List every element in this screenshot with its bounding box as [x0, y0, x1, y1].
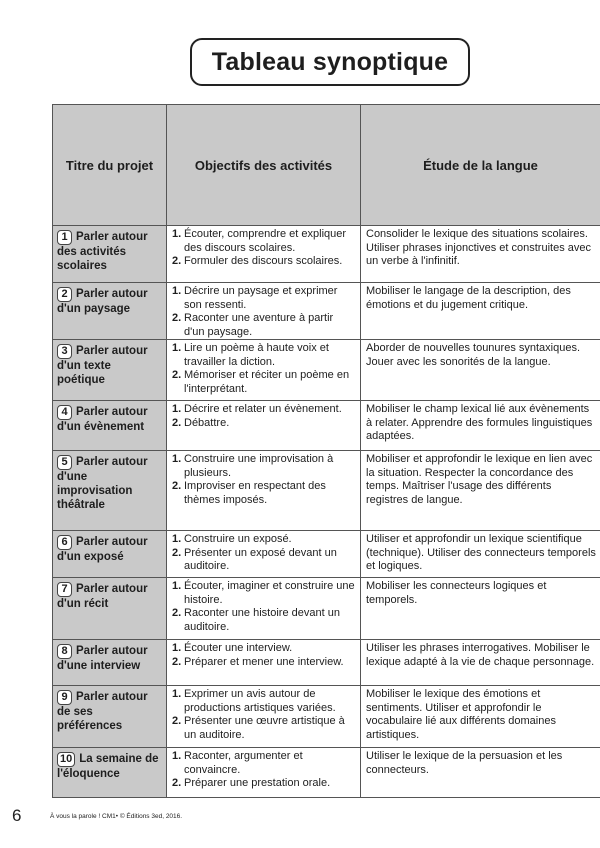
project-number-badge: 2: [57, 287, 72, 302]
language-study-cell: Mobiliser le langage de la description, des émotions et du jugement critique.: [361, 283, 600, 340]
objective-number: 2.: [172, 255, 182, 267]
objective-number: 2.: [172, 416, 182, 429]
table-row: [53, 451, 600, 531]
objectives-cell: [167, 686, 361, 748]
project-number-badge: 7: [57, 582, 72, 597]
project-number-badge: 6: [57, 535, 72, 550]
objectives-list: [172, 750, 356, 791]
objective-item: [172, 607, 356, 634]
project-number-badge: 4: [57, 405, 72, 420]
objective-item: [172, 656, 356, 670]
project-cell: [53, 640, 167, 686]
project-number-badge: 9: [57, 690, 72, 705]
project-number-badge: 8: [57, 644, 72, 659]
table-row: [53, 226, 600, 283]
objective-item: [172, 580, 356, 607]
objective-text: Construire une improvisation à plusieurs.: [184, 453, 334, 479]
objective-text: Exprimer un avis autour de productions artistiques variées.: [184, 688, 336, 714]
project-number-badge: 5: [57, 455, 72, 470]
project-title: Parler autour d'une improvisation théâtrale: [57, 456, 148, 511]
objective-item: [172, 533, 356, 547]
table-header-row: [53, 105, 600, 226]
table-row: [53, 531, 600, 578]
objective-text: Écouter une interview.: [184, 642, 293, 654]
table-row: [53, 640, 600, 686]
objective-number: 2.: [172, 546, 182, 559]
objective-item: [172, 228, 356, 255]
objective-item: [172, 642, 356, 656]
project-cell: [53, 578, 167, 640]
objectives-list: [172, 228, 356, 269]
objective-item: [172, 369, 356, 396]
project-cell: [53, 451, 167, 531]
objective-number: 2.: [172, 777, 182, 789]
objective-item: [172, 255, 356, 269]
language-study-cell: Utiliser et approfondir un lexique scientifique (technique). Utiliser des connecteurs temporels et logiques.: [361, 531, 600, 578]
page-number: 6: [12, 806, 22, 825]
project-number-badge: 10: [57, 752, 75, 767]
objective-number: 2.: [172, 369, 182, 381]
objective-item: [172, 480, 356, 507]
project-title: Parler autour d'un récit: [57, 583, 148, 610]
objective-number: 2.: [172, 607, 182, 619]
project-title: Parler autour d'un paysage: [57, 288, 148, 315]
objective-number: 2.: [172, 655, 182, 668]
objective-text: Raconter, argumenter et convaincre.: [184, 750, 303, 776]
language-study-cell: Mobiliser le lexique des émotions et sentiments. Utiliser et approfondir le vocabulaire lié aux différents domaines artistiques.: [361, 686, 600, 748]
objective-text: Construire un exposé.: [184, 533, 292, 545]
objectives-list: [172, 403, 356, 430]
language-study-cell: Mobiliser le champ lexical lié aux évènements à relater. Apprendre des formules linguistiques adaptées.: [361, 401, 600, 451]
header-langue: Étude de la langue: [361, 105, 600, 226]
language-study-cell: Utiliser les phrases interrogatives. Mobiliser le lexique adapté à la vie de chaque personnage.: [361, 640, 600, 686]
table-row: [53, 686, 600, 748]
objectives-list: [172, 642, 356, 669]
objective-text: Présenter un exposé devant un auditoire.: [184, 546, 337, 572]
objective-number: 1.: [172, 342, 182, 354]
table-row: [53, 748, 600, 798]
objectives-cell: [167, 226, 361, 283]
table-row: [53, 401, 600, 451]
objective-text: Formuler des discours scolaires.: [184, 255, 343, 267]
project-cell: [53, 748, 167, 798]
objective-number: 1.: [172, 453, 182, 465]
objectives-cell: [167, 640, 361, 686]
objective-number: 1.: [172, 403, 182, 415]
language-study-cell: Consolider le lexique des situations scolaires. Utiliser phrases injonctives et construites avec un verbe à l'infinitif.: [361, 226, 600, 283]
project-cell: [53, 283, 167, 340]
objective-text: Improviser en respectant des thèmes imposés.: [184, 480, 326, 506]
objectives-cell: [167, 748, 361, 798]
objectives-list: [172, 580, 356, 634]
objectives-list: [172, 688, 356, 742]
objectives-list: [172, 285, 356, 339]
header-projet: Titre du projet: [53, 105, 167, 226]
project-number-badge: 1: [57, 230, 72, 245]
project-cell: [53, 686, 167, 748]
table-body: [53, 226, 600, 798]
objectives-list: [172, 342, 356, 396]
language-study-cell: Mobiliser et approfondir le lexique en lien avec la situation. Respecter la concordance des temps. Maîtriser l'usage des différents registres de langue.: [361, 451, 600, 531]
objective-number: 1.: [172, 750, 182, 762]
objective-text: Présenter une œuvre artistique à un auditoire.: [184, 715, 345, 741]
objective-number: 2.: [172, 480, 182, 492]
project-cell: [53, 401, 167, 451]
objective-text: Décrire un paysage et exprimer son ressenti.: [184, 285, 338, 311]
project-title: Parler autour d'une interview: [57, 645, 148, 672]
objective-item: [172, 777, 356, 791]
objective-text: Lire un poème à haute voix et travailler la diction.: [184, 342, 329, 368]
objective-number: 2.: [172, 715, 182, 727]
table-row: [53, 340, 600, 401]
objectives-list: [172, 533, 356, 574]
objective-number: 1.: [172, 642, 182, 654]
objective-number: 1.: [172, 688, 182, 700]
page-title: Tableau synoptique: [190, 38, 470, 86]
objective-text: Raconter une aventure à partir d'un paysage.: [184, 312, 334, 338]
objective-item: [172, 715, 356, 742]
project-title: La semaine de l'éloquence: [57, 753, 159, 780]
objective-number: 1.: [172, 580, 182, 592]
objective-item: [172, 547, 356, 574]
objective-item: [172, 342, 356, 369]
objective-number: 1.: [172, 285, 182, 297]
objectives-cell: [167, 451, 361, 531]
objectives-cell: [167, 340, 361, 401]
language-study-cell: Utiliser le lexique de la persuasion et les connecteurs.: [361, 748, 600, 798]
objectives-list: [172, 453, 356, 507]
project-title: Parler autour d'un texte poétique: [57, 345, 148, 386]
objective-text: Écouter, comprendre et expliquer des discours scolaires.: [184, 228, 347, 254]
project-cell: [53, 340, 167, 401]
project-title: Parler autour d'un exposé: [57, 536, 148, 563]
objective-item: [172, 403, 356, 417]
project-title: Parler autour de ses préférences: [57, 691, 148, 732]
project-cell: [53, 531, 167, 578]
objective-item: [172, 285, 356, 312]
objective-text: Mémoriser et réciter un poème en l'interprétant.: [184, 369, 350, 395]
objectives-cell: [167, 401, 361, 451]
objective-text: Décrire et relater un évènement.: [184, 403, 342, 415]
table-row: [53, 283, 600, 340]
objective-item: [172, 453, 356, 480]
objective-item: [172, 312, 356, 339]
objective-number: 1.: [172, 533, 182, 545]
objective-item: [172, 417, 356, 431]
objective-text: Écouter, imaginer et construire une histoire.: [184, 580, 355, 606]
objective-number: 2.: [172, 312, 182, 324]
header-objectifs: Objectifs des activités: [167, 105, 361, 226]
project-cell: [53, 226, 167, 283]
project-number-badge: 3: [57, 344, 72, 359]
footer-credit: À vous la parole ! CM1• © Éditions 3ed, 2016.: [50, 813, 183, 820]
objective-text: Préparer et mener une interview.: [184, 655, 344, 668]
objectives-cell: [167, 283, 361, 340]
objectives-cell: [167, 578, 361, 640]
table-row: [53, 578, 600, 640]
project-title: Parler autour d'un évènement: [57, 406, 148, 433]
synoptic-table: [52, 104, 600, 798]
language-study-cell: Aborder de nouvelles tounures syntaxiques. Jouer avec les sonorités de la langue.: [361, 340, 600, 401]
objective-item: [172, 750, 356, 777]
objective-text: Raconter une histoire devant un auditoire.: [184, 607, 340, 633]
objective-text: Débattre.: [184, 416, 230, 429]
objectives-cell: [167, 531, 361, 578]
project-title: Parler autour des activités scolaires: [57, 231, 148, 272]
language-study-cell: Mobiliser les connecteurs logiques et temporels.: [361, 578, 600, 640]
objective-number: 1.: [172, 228, 182, 240]
objective-text: Préparer une prestation orale.: [184, 777, 331, 789]
objective-item: [172, 688, 356, 715]
